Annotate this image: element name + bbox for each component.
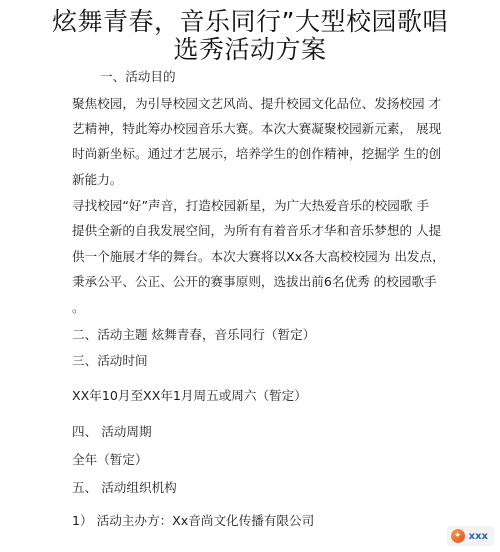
paragraph-line: XX年10月至XX年1月周五或周六（暂定） — [72, 388, 307, 403]
paragraph-line: 新能力。 — [72, 172, 123, 187]
document-title-line-1: 炫舞青春，音乐同行”大型校园歌唱 — [52, 7, 448, 36]
section-heading-time: 三、活动时间 — [72, 353, 148, 368]
section-heading-purpose: 一、活动目的 — [100, 69, 176, 84]
section-heading-organization: 五、 活动组织机构 — [72, 480, 177, 495]
star-icon: ✦ — [451, 529, 465, 543]
watermark-text: xxx — [468, 530, 488, 542]
paragraph-line: 聚焦校园，为引导校园文艺风尚、提升校园文化品位、发扬校园 才 — [72, 96, 442, 111]
paragraph-line: 艺精神，特此筹办校园音乐大赛。本次大赛凝聚校园新元素， 展现 — [72, 121, 442, 136]
section-heading-theme: 二、活动主题 炫舞青春，音乐同行（暂定） — [72, 327, 316, 342]
paragraph-line: 。 — [72, 300, 85, 315]
document-title-line-2: 选秀活动方案 — [173, 35, 327, 64]
paragraph-line: 寻找校园“好”声音，打造校园新星，为广大热爱音乐的校园歌 手 — [72, 198, 430, 213]
paragraph-line: 秉承公平、公正、公开的赛事原则，选拔出前6名优秀 的校园歌手 — [72, 274, 437, 289]
paragraph-line: 全年（暂定） — [72, 452, 148, 467]
paragraph-line: 1） 活动主办方：Xx音尚文化传播有限公司 — [72, 513, 315, 528]
paragraph-line: 时尚新坐标。通过才艺展示，培养学生的创作精神，挖掘学 生的创 — [72, 146, 442, 161]
section-heading-period: 四、 活动周期 — [72, 424, 152, 439]
site-watermark — [447, 526, 494, 546]
paragraph-line: 供一个施展才华的舞台。本次大赛将以Xx各大高校校园为 出发点， — [72, 249, 445, 264]
paragraph-line: 提供全新的自我发展空间，为所有有着音乐才华和音乐梦想的 人提 — [72, 223, 442, 238]
